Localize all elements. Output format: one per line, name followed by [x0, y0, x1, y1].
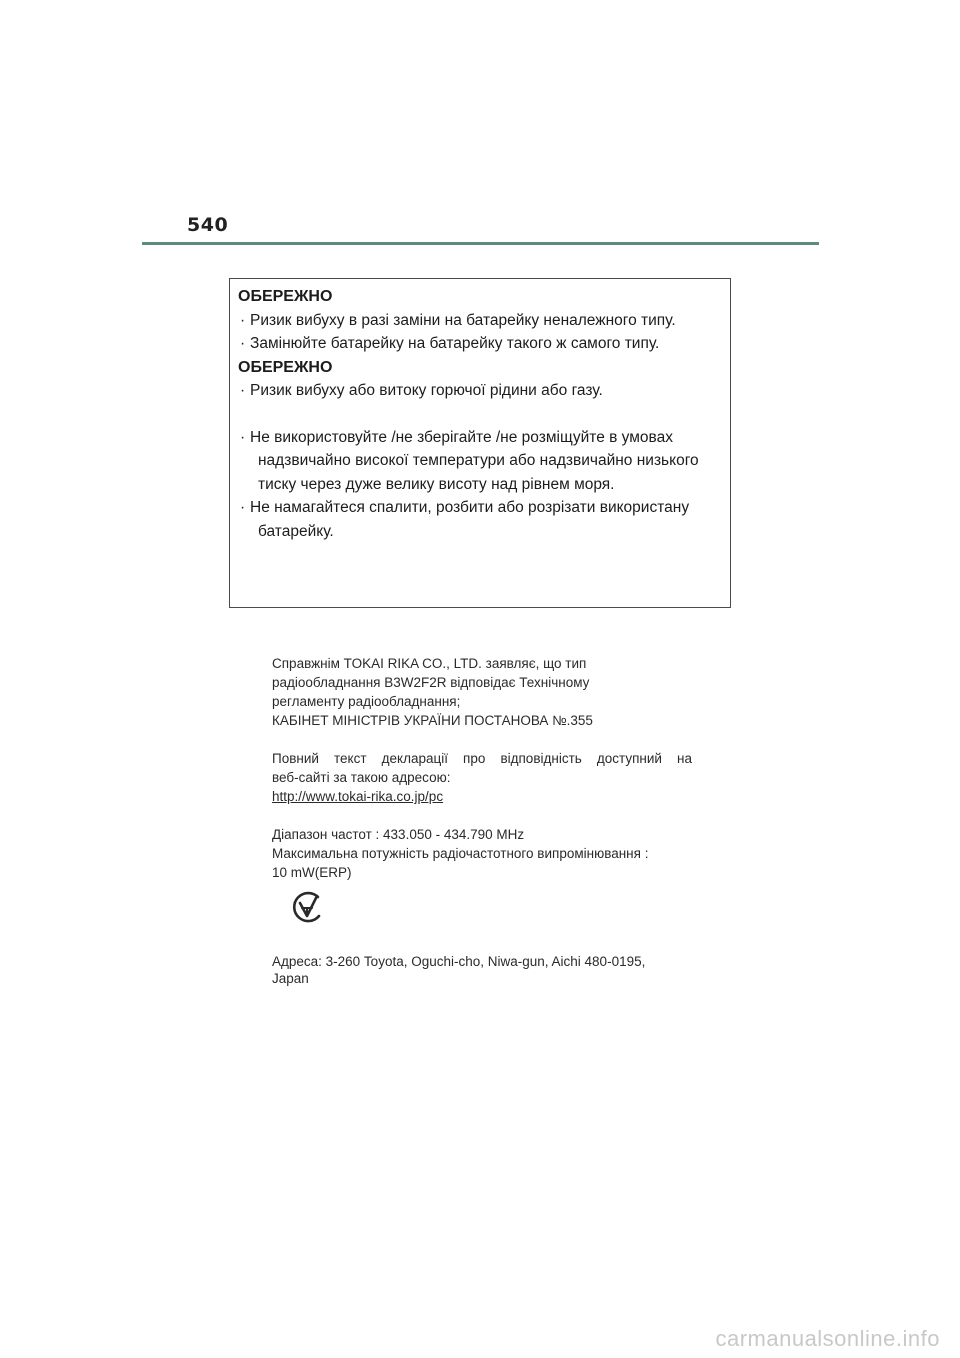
warning-item — [238, 379, 724, 403]
warning-item-text: Замінюйте батарейку на батарейку такого ж самого типу. — [250, 335, 660, 352]
warning-item-text: Не намагайтеся спалити, розбити або розрізати використану — [250, 499, 690, 516]
bullet: · — [240, 499, 246, 516]
warning-item-text: Ризик вибуху або витоку горючої рідини або газу. — [250, 382, 603, 399]
bullet: · — [240, 382, 246, 399]
warning-item-continuation: батарейку. — [258, 522, 334, 540]
warning-item-continuation: тиску через дуже велику висоту над рівнем моря. — [258, 475, 615, 493]
address-line: Адреса: 3-260 Toyota, Oguchi-cho, Niwa-gun, Aichi 480-0195, — [272, 954, 646, 969]
spacer — [238, 403, 724, 426]
warning-item — [238, 496, 724, 520]
declaration-text — [272, 654, 692, 882]
warning-item — [238, 309, 724, 333]
frequency-range: Діапазон частот : 433.050 - 434.790 MHz — [272, 827, 525, 842]
header-rule — [142, 242, 819, 245]
bullet: · — [240, 428, 246, 446]
site-watermark: carmanualsonline.info — [715, 1326, 940, 1351]
declaration-line: КАБІНЕТ МІНІСТРІВ УКРАЇНИ ПОСТАНОВА №.355 — [272, 713, 593, 728]
manufacturer-address — [272, 953, 692, 987]
warning-item-text: Ризик вибуху в разі заміни на батарейку неналежного типу. — [250, 311, 676, 329]
max-power-value: 10 mW(ERP) — [272, 865, 352, 880]
spacer — [272, 806, 692, 825]
warning-item-continuation: надзвичайно високої температури або надзвичайно низького — [258, 452, 699, 469]
ukraine-conformity-mark-icon — [288, 888, 326, 926]
declaration-url-link[interactable]: http://www.tokai-rika.co.jp/pc — [272, 789, 444, 804]
declaration-line: веб-сайті за такою адресою: — [272, 770, 451, 785]
warning-item — [238, 332, 724, 356]
declaration-line: Повний текст декларації про відповідність доступний на — [272, 751, 692, 766]
warning-heading: ОБЕРЕЖНО — [238, 358, 333, 376]
declaration-line: радіообладнання B3W2F2R відповідає Технічному — [272, 675, 590, 690]
warning-item — [238, 426, 724, 450]
declaration-line: регламенту радіообладнання; — [272, 694, 461, 709]
bullet: · — [240, 335, 246, 352]
warning-box — [229, 278, 731, 608]
bullet: · — [240, 311, 246, 329]
page-number: 540 — [187, 214, 229, 236]
declaration-line: Справжнім TOKAI RIKA CO., LTD. заявляє, що тип — [272, 656, 587, 671]
address-line: Japan — [272, 971, 309, 986]
spacer — [272, 730, 692, 749]
warning-item-text: Не використовуйте /не зберігайте /не розміщуйте в умовах — [250, 428, 673, 446]
warning-content — [238, 285, 724, 543]
max-power-label: Максимальна потужність радіочастотного випромінювання : — [272, 846, 649, 861]
warning-heading: ОБЕРЕЖНО — [238, 288, 333, 305]
